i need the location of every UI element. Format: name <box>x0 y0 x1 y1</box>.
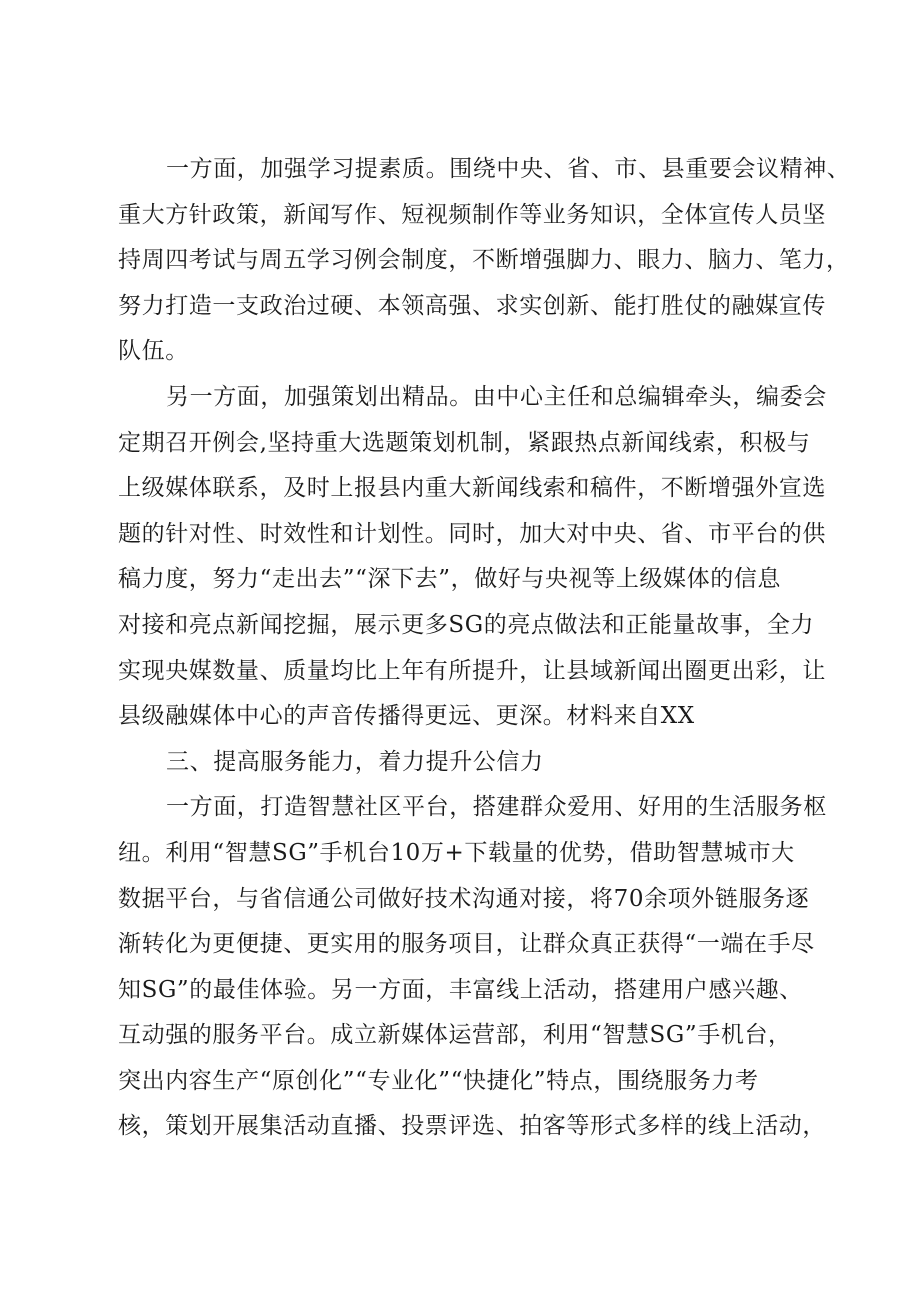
text-line: 队伍。 <box>118 338 189 365</box>
text-line: 努力打造一支政治过硬、本领高强、求实创新、能打胜仗的融媒宣传 <box>118 292 826 319</box>
text-line: 互动强的服务平台。成立新媒体运营部，利用“智慧SG”手机台， <box>118 1022 792 1049</box>
text-line: 数据平台，与省信通公司做好技术沟通对接，将70余项外链服务逐 <box>118 885 810 912</box>
document-body <box>118 147 851 1150</box>
text-line: 另一方面，加强策划出精品。由中心主任和总编辑牵头，编委会 <box>166 383 827 410</box>
text-line: 一方面，加强学习提素质。围绕中央、省、市、县重要会议精神、 <box>166 156 851 182</box>
text-line: 定期召开例会,坚持重大选题策划机制，紧跟热点新闻线索，积极与 <box>118 429 811 456</box>
text-line: 知SG”的最佳体验。另一方面，丰富线上活动，搭建用户感兴趣、 <box>118 976 803 1003</box>
text-line: 实现央媒数量、质量均比上年有所提升，让县域新闻出圈更出彩，让 <box>118 657 826 684</box>
text-line: 持周四考试与周五学习例会制度，不断增强脚力、眼力、脑力、笔力， <box>118 247 850 274</box>
text-line: 上级媒体联系，及时上报县内重大新闻线索和稿件，不断增强外宣选 <box>118 475 826 502</box>
text-line: 三、提高服务能力，着力提升公信力 <box>166 748 544 775</box>
text-line: 渐转化为更便捷、更实用的服务项目，让群众真正获得“一端在手尽 <box>118 931 815 958</box>
text-line: 突出内容生产“原创化”“专业化”“快捷化”特点，围绕服务力考 <box>118 1067 759 1094</box>
text-line: 一方面，打造智慧社区平台，搭建群众爱用、好用的生活服务枢 <box>166 794 827 821</box>
text-line: 稿力度，努力“走出去”“深下去”，做好与央视等上级媒体的信息 <box>118 566 782 593</box>
text-line: 核，策划开展集活动直播、投票评选、拍客等形式多样的线上活动， <box>118 1113 826 1140</box>
text-line: 对接和亮点新闻挖掘，展示更多SG的亮点做法和正能量故事，全力 <box>118 611 815 638</box>
text-line: 县级融媒体中心的声音传播得更远、更深。材料来自XX <box>118 703 695 730</box>
text-line: 纽。利用“智慧SG”手机台10万+下载量的优势，借助智慧城市大 <box>118 839 795 866</box>
text-line: 重大方针政策，新闻写作、短视频制作等业务知识，全体宣传人员坚 <box>118 201 826 228</box>
text-line: 题的针对性、时效性和计划性。同时，加大对中央、省、市平台的供 <box>118 520 826 547</box>
